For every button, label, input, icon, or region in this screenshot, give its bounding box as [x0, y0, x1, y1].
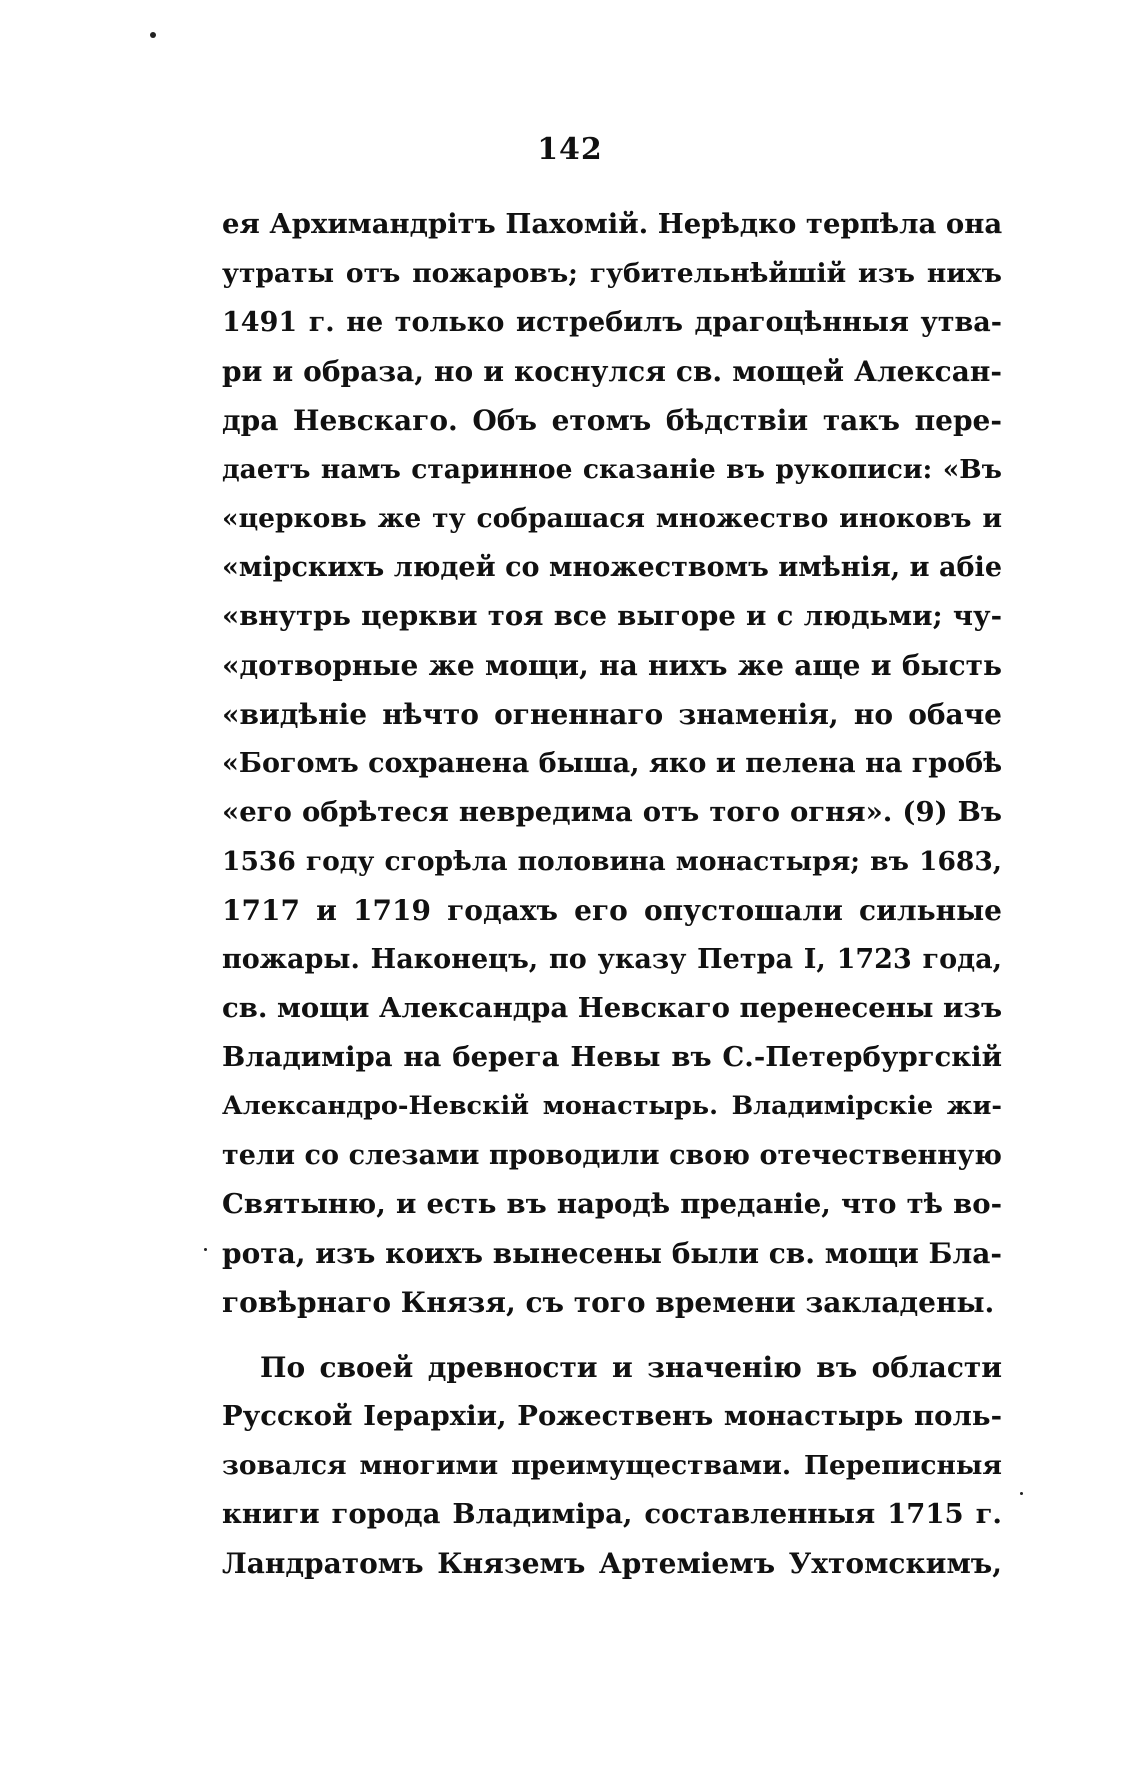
text-line: «его обрѣтеся невредима отъ того огня». (9) Въ [222, 796, 1002, 828]
text-line: 1717 и 1719 годахъ его опустошали сильные [222, 894, 1002, 927]
text-line: «Богомъ сохранена быша, яко и пелена на гробѣ [222, 748, 1003, 779]
text-line: ри и образа, но и коснулся св. мощей Алексан- [222, 355, 1002, 388]
text-line: дра Невскаго. Объ етомъ бѣдствіи такъ пере- [222, 404, 1002, 437]
text-line: «внутрь церкви тоя все выгоре и с людьми; чу- [222, 600, 1002, 632]
text-line: «дотворные же мощи, на нихъ же аще и бысть [222, 649, 1002, 682]
text-line: Александро-Невскій монастырь. Владимірскіе жи- [222, 1091, 1002, 1121]
page-speck [204, 1248, 207, 1251]
text-line: Русской Іерархіи, Рожественъ монастырь поль- [222, 1400, 1002, 1432]
text-line: зовался многими преимуществами. Переписныя [222, 1450, 1002, 1481]
text-line: говѣрнаго Князя, съ того времени закладены. [222, 1286, 995, 1319]
body-text [222, 200, 1002, 1588]
paragraph-gap [222, 1327, 1002, 1343]
text-line: «мірскихъ людей со множествомъ имѣнія, и абіе [222, 552, 1002, 583]
text-line: «церковь же ту собрашася множество иноковъ и [222, 503, 1002, 534]
text-line: св. мощи Александра Невскаго перенесены изъ [222, 992, 1003, 1024]
text-line: Ландратомъ Княземъ Артеміемъ Ухтомскимъ, [222, 1547, 1002, 1580]
page-speck [1020, 1492, 1023, 1495]
text-line: 1536 году сгорѣла половина монастыря; въ 1683, [222, 846, 1002, 877]
paragraph [222, 1343, 1002, 1588]
text-line: По своей древности и значенію въ области [260, 1351, 1002, 1384]
text-line: ея Архимандрітъ Пахомій. Нерѣдко терпѣла она [222, 208, 1003, 240]
text-line: книги города Владиміра, составленныя 1715 г. [222, 1498, 1002, 1530]
text-line: «видѣніе нѣчто огненнаго знаменія, но обаче [222, 698, 1002, 731]
page-number: 142 [537, 132, 603, 167]
text-line: Владиміра на берега Невы въ С.-Петербургскій [222, 1041, 1002, 1073]
text-line: рота, изъ коихъ вынесены были св. мощи Бла- [222, 1237, 1002, 1270]
page-speck [150, 32, 156, 38]
text-line: утраты отъ пожаровъ; губительнѣйшій изъ нихъ [222, 258, 1002, 289]
text-line: Святыню, и есть въ народѣ преданіе, что тѣ во- [222, 1188, 1002, 1220]
text-line: тели со слезами проводили свою отечественную [222, 1140, 1002, 1171]
text-line: 1491 г. не только истребилъ драгоцѣнныя утва- [222, 307, 1002, 338]
text-line: пожары. Наконецъ, по указу Петра I, 1723 года, [222, 944, 1002, 975]
text-line: даетъ намъ старинное сказаніе въ рукописи: «Въ [222, 454, 1002, 485]
paragraph [222, 200, 1002, 1327]
